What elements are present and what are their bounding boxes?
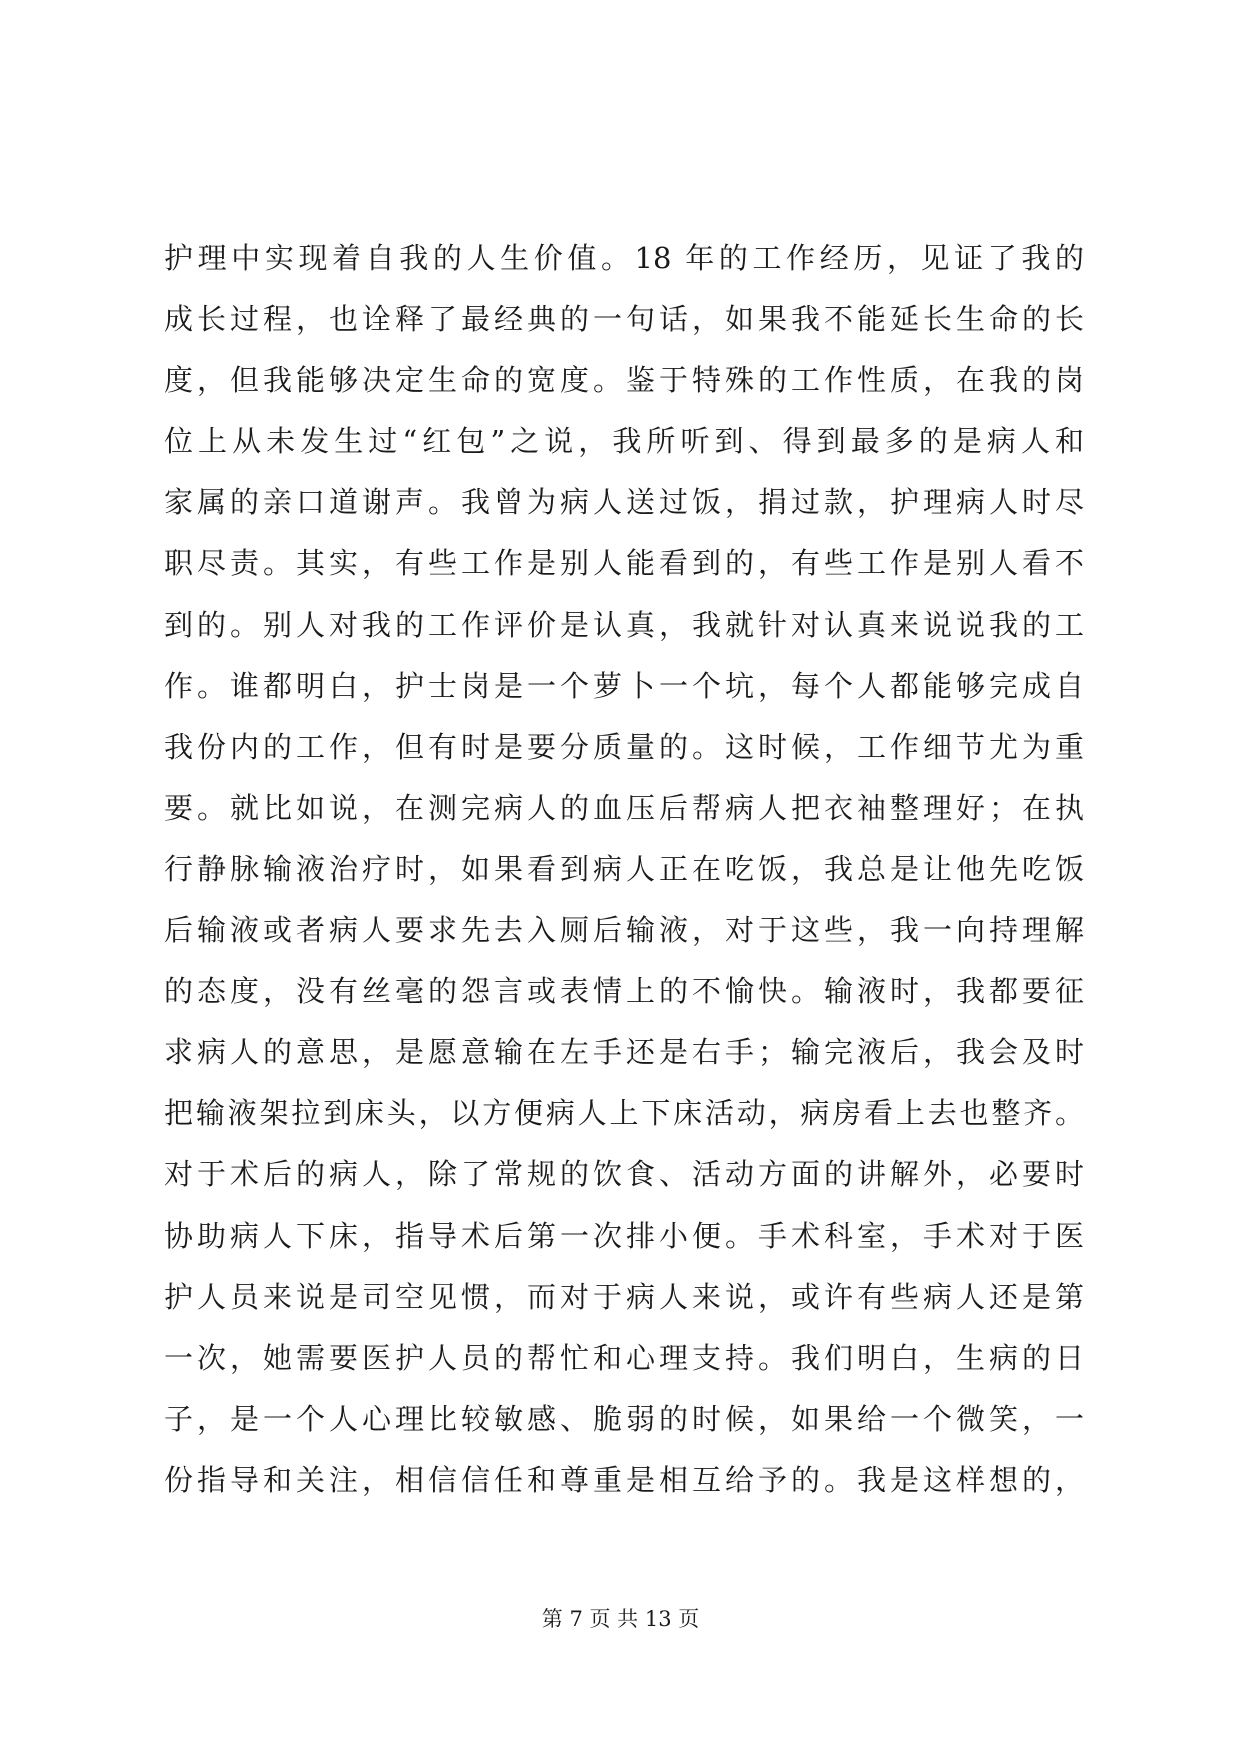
page-footer [0,1604,1241,1634]
page-number: 第 7 页 共 13 页 [541,1607,700,1631]
text-line: 求病人的意思，是愿意输在左手还是右手；输完液后，我会及时 [164,1035,1084,1070]
text-line: 成长过程，也诠释了最经典的一句话，如果我不能延长生命的长 [164,302,1084,337]
text-line: 份指导和关注，相信信任和尊重是相互给予的。我是这样想的， [164,1462,1084,1497]
text-line: 到的。别人对我的工作评价是认真，我就针对认真来说说我的工 [164,607,1084,642]
text-line: 把输液架拉到床头，以方便病人上下床活动，病房看上去也整齐。 [164,1096,1084,1131]
text-line: 子，是一个人心理比较敏感、脆弱的时候，如果给一个微笑，一 [164,1401,1084,1436]
text-line: 度，但我能够决定生命的宽度。鉴于特殊的工作性质，在我的岗 [164,363,1084,398]
text-line: 要。就比如说，在测完病人的血压后帮病人把衣袖整理好；在执 [164,790,1084,825]
text-line: 一次，她需要医护人员的帮忙和心理支持。我们明白，生病的日 [164,1340,1084,1375]
text-line: 职尽责。其实，有些工作是别人能看到的，有些工作是别人看不 [164,546,1084,581]
text-line: 的态度，没有丝毫的怨言或表情上的不愉快。输液时，我都要征 [164,974,1084,1009]
text-line: 对于术后的病人，除了常规的饮食、活动方面的讲解外，必要时 [164,1157,1084,1192]
text-line: 行静脉输液治疗时，如果看到病人正在吃饭，我总是让他先吃饭 [164,851,1084,886]
text-line: 家属的亲口道谢声。我曾为病人送过饭，捐过款，护理病人时尽 [164,485,1084,520]
text-line: 我份内的工作，但有时是要分质量的。这时候，工作细节尤为重 [164,729,1084,764]
text-line: 后输液或者病人要求先去入厕后输液，对于这些，我一向持理解 [164,913,1084,948]
text-line: 护理中实现着自我的人生价值。18 年的工作经历，见证了我的 [164,241,1084,275]
text-line: 协助病人下床，指导术后第一次排小便。手术科室，手术对于医 [164,1218,1084,1253]
text-line: 护人员来说是司空见惯，而对于病人来说，或许有些病人还是第 [164,1279,1084,1314]
body-paragraph [164,228,1084,1511]
text-line: 作。谁都明白，护士岗是一个萝卜一个坑，每个人都能够完成自 [164,668,1084,703]
text-line: 位上从未发生过“红包”之说，我所听到、得到最多的是病人和 [164,424,1084,459]
